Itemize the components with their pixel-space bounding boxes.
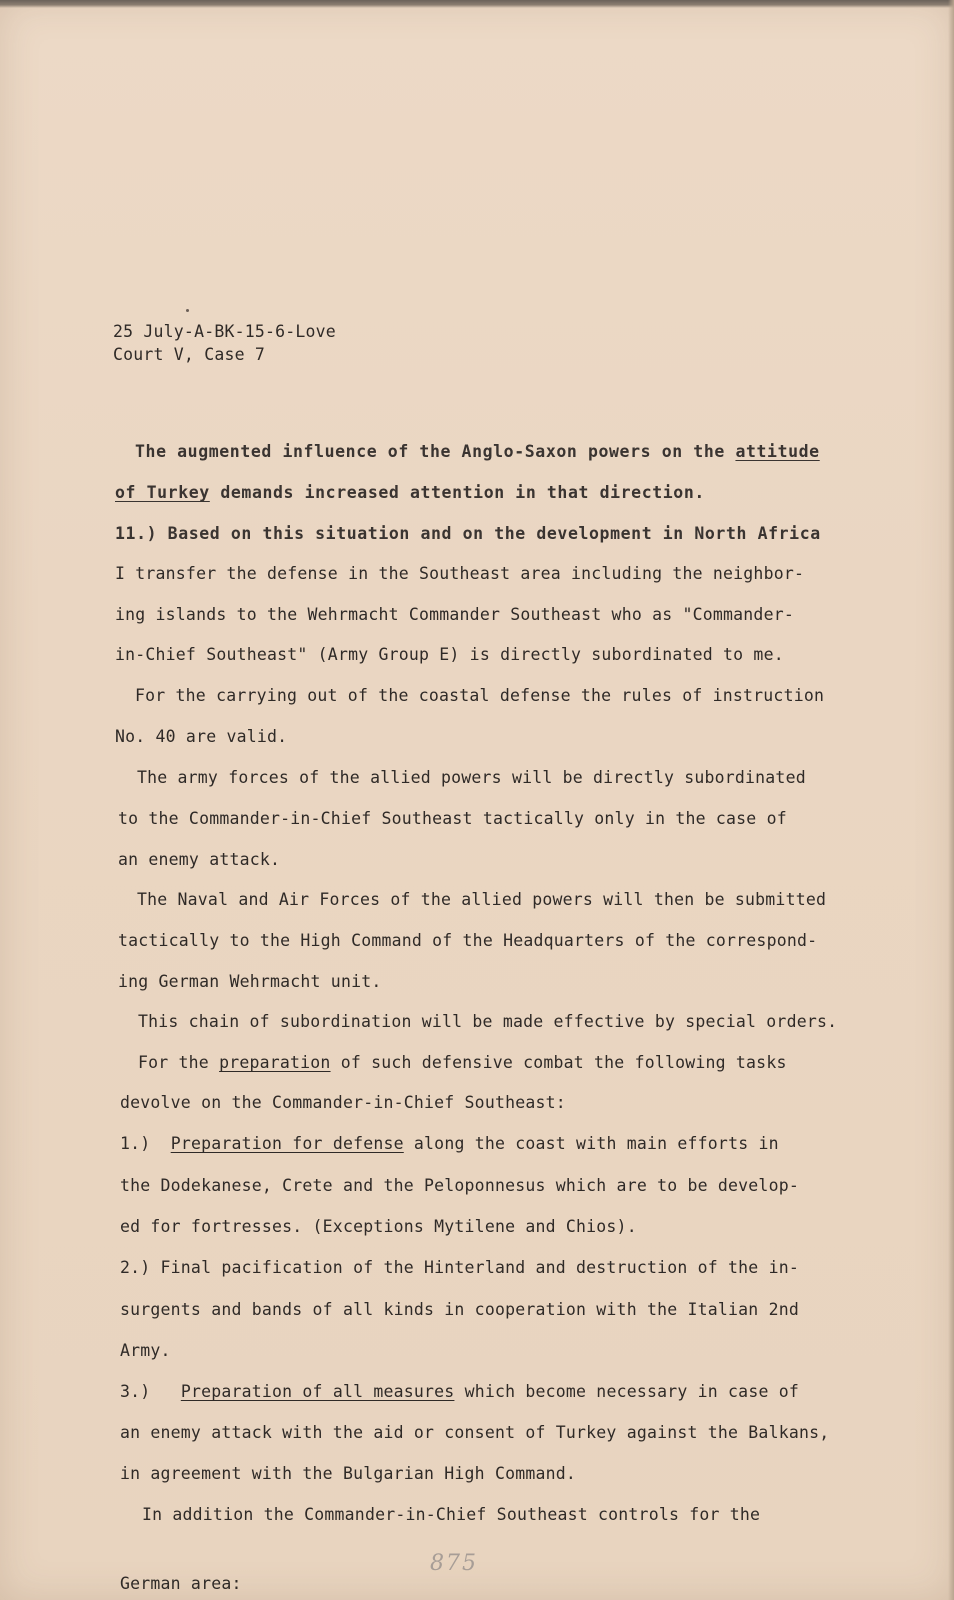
task-3-line — [120, 1382, 799, 1401]
task-3-line: an enemy attack with the aid or consent of Turkey against the Balkans, — [120, 1423, 830, 1442]
task-number: 1.) — [120, 1134, 151, 1153]
paragraph-line: ing German Wehrmacht unit. — [118, 972, 382, 991]
task-2-line: Army. — [120, 1341, 171, 1360]
task-number: 3.) — [120, 1382, 151, 1401]
paragraph-line: tactically to the High Command of the Headquarters of the correspond- — [118, 931, 818, 950]
section-11-line: in-Chief Southeast" (Army Group E) is directly subordinated to me. — [115, 645, 784, 664]
underlined-text: Preparation for defense — [170, 1134, 404, 1153]
court-line: Court V, Case 7 — [113, 345, 266, 364]
paragraph-line: an enemy attack. — [118, 850, 281, 869]
text-span: along the coast with main efforts in — [403, 1134, 779, 1153]
paragraph-line: devolve on the Commander-in-Chief Southeast: — [120, 1093, 566, 1112]
text-span: of such defensive combat the following tasks — [330, 1053, 787, 1072]
paragraph-line: The army forces of the allied powers will be directly subordinated — [137, 768, 806, 787]
section-11-line: 11.) Based on this situation and on the development in North Africa — [115, 524, 821, 543]
paragraph-line: This chain of subordination will be made effective by special orders. — [138, 1012, 838, 1031]
paragraph-line: to the Commander-in-Chief Southeast tactically only in the case of — [118, 809, 787, 828]
scan-right-edge — [948, 0, 954, 1600]
underlined-text: of Turkey — [115, 483, 210, 502]
section-11-line: I transfer the defense in the Southeast area including the neighbor- — [115, 564, 805, 583]
task-2-line: 2.) Final pacification of the Hinterland and destruction of the in- — [120, 1258, 799, 1277]
task-2-line: surgents and bands of all kinds in cooperation with the Italian 2nd — [120, 1300, 799, 1319]
underlined-text: Preparation of all measures — [180, 1382, 455, 1401]
underlined-text: attitude — [735, 442, 820, 461]
paragraph-line: No. 40 are valid. — [115, 727, 288, 746]
paragraph-line — [138, 1053, 787, 1072]
paragraph-line: German area: — [120, 1574, 242, 1593]
underlined-text: preparation — [219, 1053, 331, 1072]
task-1-line: the Dodekanese, Crete and the Peloponnesus which are to be develop- — [120, 1176, 799, 1195]
text-span: For the — [138, 1053, 220, 1072]
text-span: The augmented influence of the Anglo-Saxon powers on the — [135, 442, 736, 461]
ink-speck — [186, 309, 189, 312]
page-number-mark: 875 — [430, 1551, 478, 1576]
task-3-line: in agreement with the Bulgarian High Command. — [120, 1464, 577, 1483]
text-span: which become necessary in case of — [454, 1382, 799, 1401]
paragraph-line — [135, 442, 820, 461]
paragraph-line: For the carrying out of the coastal defense the rules of instruction — [135, 686, 825, 705]
task-1-line: ed for fortresses. (Exceptions Mytilene and Chios). — [120, 1217, 637, 1236]
task-1-line — [120, 1134, 779, 1153]
scan-top-edge — [0, 0, 954, 8]
section-11-line: ing islands to the Wehrmacht Commander Southeast who as "Commander- — [115, 605, 794, 624]
text-span: demands increased attention in that direction. — [209, 483, 705, 502]
paragraph-line: The Naval and Air Forces of the allied powers will then be submitted — [137, 890, 827, 909]
paragraph-line: In addition the Commander-in-Chief Southeast controls for the — [142, 1505, 761, 1524]
paragraph-line — [115, 483, 705, 502]
reference-line: 25 July-A-BK-15-6-Love — [113, 322, 336, 341]
